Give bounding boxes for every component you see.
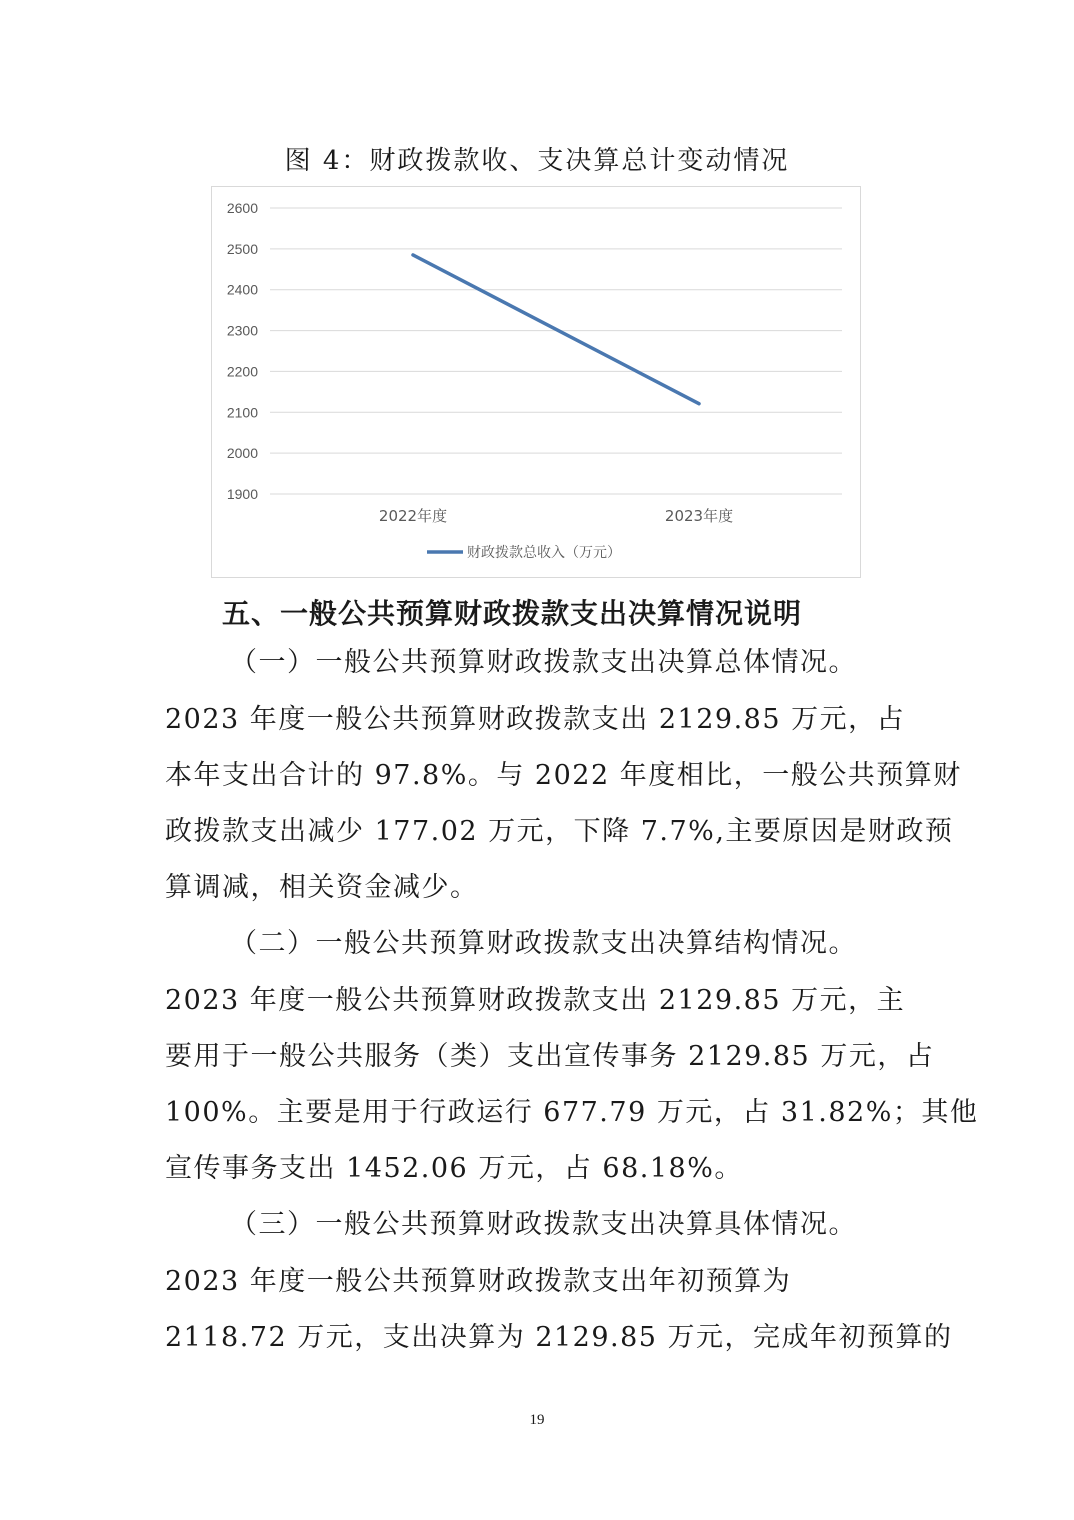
y-tick-label-2500: 2500 — [226, 240, 258, 257]
section-heading: 五、一般公共预算财政拨款支出决算情况说明 — [222, 597, 803, 630]
subsection-heading-2: （二）一般公共预算财政拨款支出决算结构情况。 — [230, 928, 857, 959]
paragraph-3-line-2: 2118.72 万元，支出决算为 2129.85 万元，完成年初预算的 — [165, 1322, 953, 1353]
subsection-heading-3: （三）一般公共预算财政拨款支出决算具体情况。 — [230, 1209, 857, 1240]
paragraph-3-line-1: 2023 年度一般公共预算财政拨款支出年初预算为 — [165, 1266, 792, 1297]
y-tick-label-2400: 2400 — [226, 281, 258, 298]
chart-svg — [212, 187, 862, 579]
paragraph-1-line-2: 本年支出合计的 97.8%。与 2022 年度相比，一般公共预算财 — [165, 760, 962, 791]
page-number: 19 — [529, 1412, 545, 1428]
series-line-0 — [413, 255, 699, 404]
data-point-0-1 — [698, 402, 701, 405]
paragraph-1-line-4: 算调减，相关资金减少。 — [165, 872, 479, 903]
paragraph-1-line-3: 政拨款支出减少 177.02 万元，下降 7.7%,主要原因是财政预 — [165, 816, 954, 847]
y-tick-label-2300: 2300 — [226, 322, 258, 339]
y-tick-label-2200: 2200 — [226, 363, 258, 380]
y-tick-label-2600: 2600 — [226, 200, 258, 216]
line-chart — [211, 186, 861, 578]
paragraph-2-line-1: 2023 年度一般公共预算财政拨款支出 2129.85 万元，主 — [165, 985, 906, 1016]
y-tick-label-2000: 2000 — [226, 445, 258, 462]
paragraph-2-line-3: 100%。主要是用于行政运行 677.79 万元，占 31.82%；其他 — [165, 1097, 979, 1128]
figure-title: 图 4：财政拨款收、支决算总计变动情况 — [284, 146, 790, 176]
paragraph-2-line-2: 要用于一般公共服务（类）支出宣传事务 2129.85 万元，占 — [165, 1041, 935, 1072]
x-tick-label-0: 2022年度 — [378, 507, 448, 525]
data-point-0-0 — [412, 253, 415, 256]
subsection-heading-1: （一）一般公共预算财政拨款支出决算总体情况。 — [230, 647, 857, 678]
paragraph-2-line-4: 宣传事务支出 1452.06 万元，占 68.18%。 — [165, 1153, 743, 1184]
y-tick-label-1900: 1900 — [226, 486, 258, 502]
paragraph-1-line-1: 2023 年度一般公共预算财政拨款支出 2129.85 万元，占 — [165, 704, 906, 735]
x-tick-label-1: 2023年度 — [664, 507, 734, 525]
legend-label-0: 财政拨款总收入（万元） — [467, 545, 621, 561]
y-tick-label-2100: 2100 — [226, 404, 258, 421]
